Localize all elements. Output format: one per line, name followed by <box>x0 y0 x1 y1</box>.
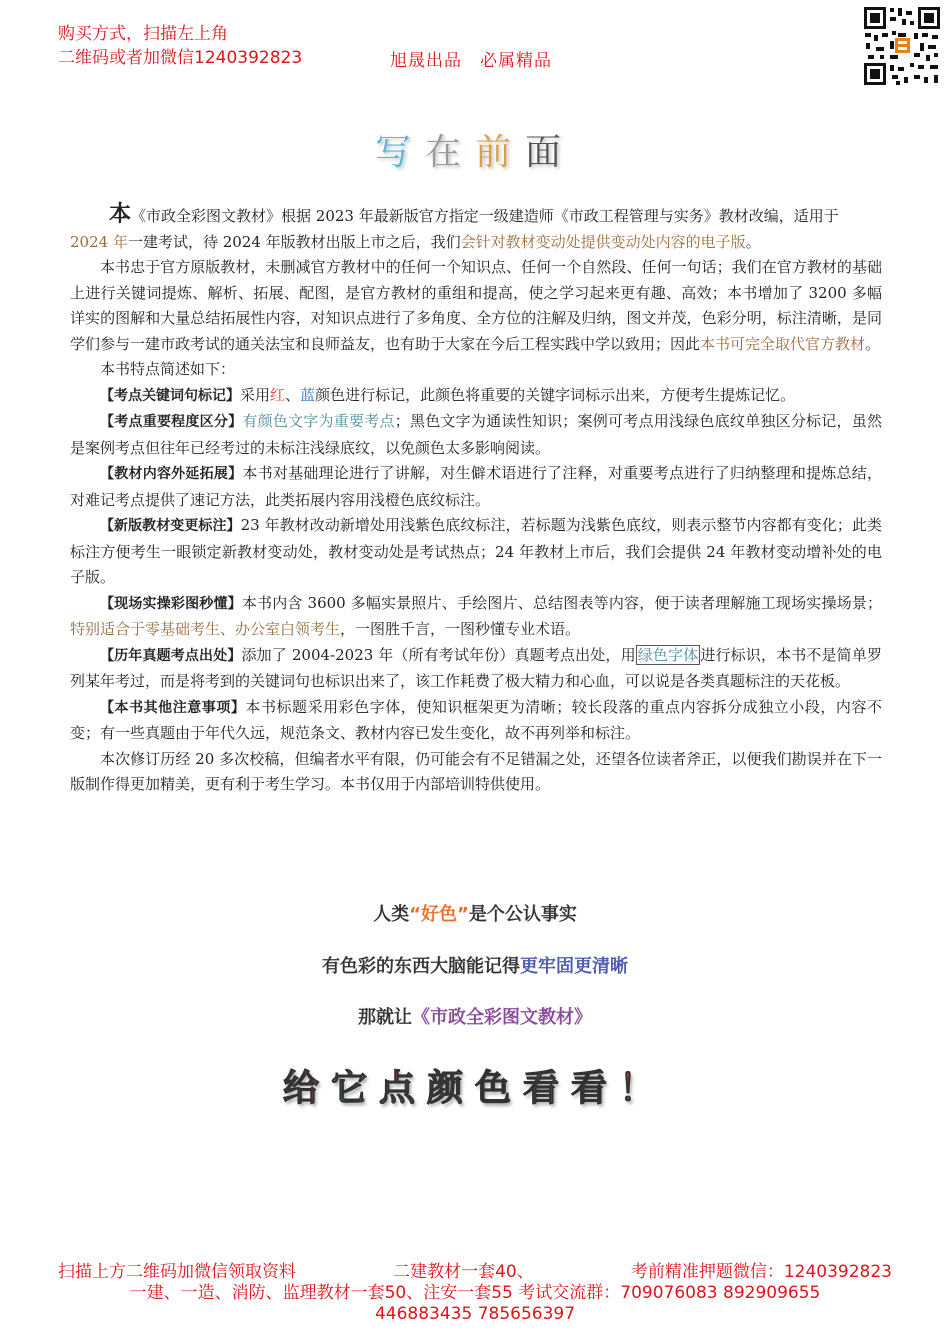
title-char: 在 <box>424 132 475 173</box>
feature-label: 【考点关键词句标记】 <box>100 387 240 404</box>
orange-text: “好色” <box>409 904 469 925</box>
slogan-2 <box>0 952 950 978</box>
title-char: 写 <box>374 132 425 173</box>
highlight-brown: 会针对教材变动处提供变动处内容的电子版 <box>460 232 746 251</box>
bubble-char: 它 <box>330 1068 379 1109</box>
bubble-char: 给 <box>282 1068 331 1109</box>
footer-ad <box>0 1262 950 1325</box>
feature-7 <box>70 695 882 747</box>
text: 是个公认事实 <box>468 904 577 925</box>
preface-body <box>70 202 882 798</box>
text: 本书对基础理论进行了讲解，对生僻术语进行了注释，对重要考点进行了归纳整理和提炼总结，对难记考点提供了速记方法，此类拓展内容用浅橙色底纹标注。 <box>70 464 882 509</box>
text: 那就让 <box>358 1007 412 1028</box>
bubble-char: 点 <box>378 1068 427 1109</box>
feature-label: 【现场实操彩图秒懂】 <box>100 595 242 612</box>
ad-line-2: 二维码或者加微信1240392823 <box>58 48 303 68</box>
feature-label: 【考点重要程度区分】 <box>100 414 243 430</box>
feature-label: 【本书其他注意事项】 <box>100 699 246 716</box>
feature-label: 【新版教材变更标注】 <box>100 518 241 534</box>
text: 本书忠于官方原版教材，未删减官方教材中的任何一个知识点、任何一个自然段、任何一句话；我们在官方教材的基础上进行关键词提炼、解析、拓展、配图，是官方教材的重组和提高，使之学习起来更有趣、高效；本书增加了 3200 多幅详实的图解和大量总结拓展性内容，对知识点进行了多角度、全方位的注解及归纳，图文并茂，色彩分明，标注清晰，是同学们参与一建市政考试的通关法宝和良师益友，也有助于大家在今后工程实践中学以致用；因此 <box>70 258 882 353</box>
bubble-slogan <box>0 1060 950 1111</box>
text: 。 <box>865 334 881 353</box>
intro-paragraph-2 <box>70 255 882 357</box>
text: 有色彩的东西大脑能记得 <box>322 956 520 977</box>
footer-text: 扫描上方二维码加微信领取资料 <box>58 1262 296 1282</box>
bubble-char: 色 <box>475 1068 524 1109</box>
feature-label: 【教材内容外延拓展】 <box>100 466 243 482</box>
text: 。 <box>745 232 761 251</box>
qr-code-icon <box>862 5 942 87</box>
title-char: 面 <box>525 132 576 173</box>
text: 进行标识，本书不是简单罗列某年考过，而是将考到的关键词句也标识出来了，该工作耗费了极大精力和心血，可以说是各类真题标注的天花板。 <box>70 645 882 690</box>
feature-1 <box>70 383 882 410</box>
highlight-brown: 2024 年 <box>70 232 128 251</box>
slogan-3 <box>0 1003 950 1029</box>
navy-text: 更牢固更清晰 <box>520 956 628 977</box>
purple-text: 《市政全彩图文教材》 <box>412 1007 592 1028</box>
slogan-1 <box>0 900 950 926</box>
feature-label: 【历年真题考点出处】 <box>100 647 242 664</box>
title-char: 前 <box>475 132 526 173</box>
feature-2 <box>70 409 882 461</box>
text: 颜色进行标记，此颜色将重要的关键字词标示出来，方便考生提炼记忆。 <box>315 385 796 404</box>
text: 一建考试，待 2024 年版教材出版上市之后，我们 <box>127 232 461 251</box>
text: ，一图胜千言，一图秒懂专业术语。 <box>340 620 581 638</box>
feature-3 <box>70 461 882 513</box>
bubble-char: ！ <box>619 1068 668 1109</box>
text: 添加了 2004-2023 年（所有考试年份）真题考点出处，用 <box>241 645 636 664</box>
red-keyword: 红 <box>270 385 286 404</box>
text: 本书内含 3600 多幅实景照片、手绘图片、总结图表等内容，便于读者理解施工现场实操场景； <box>241 593 882 612</box>
text: ；黑色文字为通读性知识；案例可考点用浅绿色底纹单独区分标记，虽然是案例考点但往年已经考过的未标注浅绿底纹，以免颜色太多影响阅读。 <box>70 412 882 457</box>
bubble-char: 看 <box>523 1068 572 1109</box>
bubble-char: 看 <box>571 1068 620 1109</box>
bubble-char: 颜 <box>426 1068 475 1109</box>
boxed-green-text: 绿色字体 <box>637 645 699 664</box>
ad-line-1: 购买方式，扫描左上角 <box>58 24 228 44</box>
page-title <box>0 124 950 175</box>
closing-paragraph: 本次修订历经 20 多次校稿，但编者水平有限，仍可能会有不足错漏之处，还望各位读者斧正，以便我们勘误并在下一版制作得更加精美，更有利于考生学习。本书仅用于内部培训特供使用。 <box>70 749 882 793</box>
text: 人类 <box>373 904 410 925</box>
text: 本书标题采用彩色字体，使知识框架更为清晰；较长段落的重点内容拆分成独立小段，内容不变；有一些真题由于年代久远，规范条文、教材内容已发生变化，故不再列举和标注。 <box>70 697 882 742</box>
text: 采用 <box>240 385 271 404</box>
text: 《市政全彩图文教材》根据 2023 年最新版官方指定一级建造师《市政工程管理与实务》教材改编，适用于 <box>131 207 839 225</box>
feature-5 <box>70 591 882 643</box>
footer-row-3: 446883435 785656397 <box>374 1304 576 1324</box>
feature-4 <box>70 513 882 591</box>
text: 、 <box>285 385 301 404</box>
teal-text: 有颜色文字为重要考点 <box>242 412 395 430</box>
ad-brand: 旭晟出品 必属精品 <box>390 51 552 71</box>
highlight-brown: 特别适合于零基础考生、办公室白领考生 <box>70 620 341 638</box>
footer-text: 二建教材一套40、 <box>393 1262 534 1282</box>
feature-6 <box>70 643 882 695</box>
intro-paragraph-1 <box>70 202 882 230</box>
blue-keyword: 蓝 <box>300 385 316 404</box>
footer-row-1 <box>0 1262 950 1283</box>
footer-text: 考前精准押题微信：1240392823 <box>630 1262 892 1282</box>
intro-paragraph-3: 本书特点简述如下： <box>100 360 236 378</box>
text: 23 年教材改动新增处用浅紫色底纹标注，若标题为浅紫色底纹，则表示整节内容都有变化；此类标注方便考生一眼锁定新教材变动处，教材变动处是考试热点；24 年教材上市后，我们会提供 24 年教材变动增补处的电子版。 <box>70 516 883 586</box>
highlight-brown: 本书可完全取代官方教材 <box>700 334 866 353</box>
footer-row-2: 一建、一造、消防、监理教材一套50、注安一套55 考试交流群：709076083 892909655 <box>129 1283 821 1303</box>
intro-paragraph-1-cont <box>70 230 882 256</box>
ad-top <box>58 22 302 70</box>
big-initial: 本 <box>109 201 132 227</box>
